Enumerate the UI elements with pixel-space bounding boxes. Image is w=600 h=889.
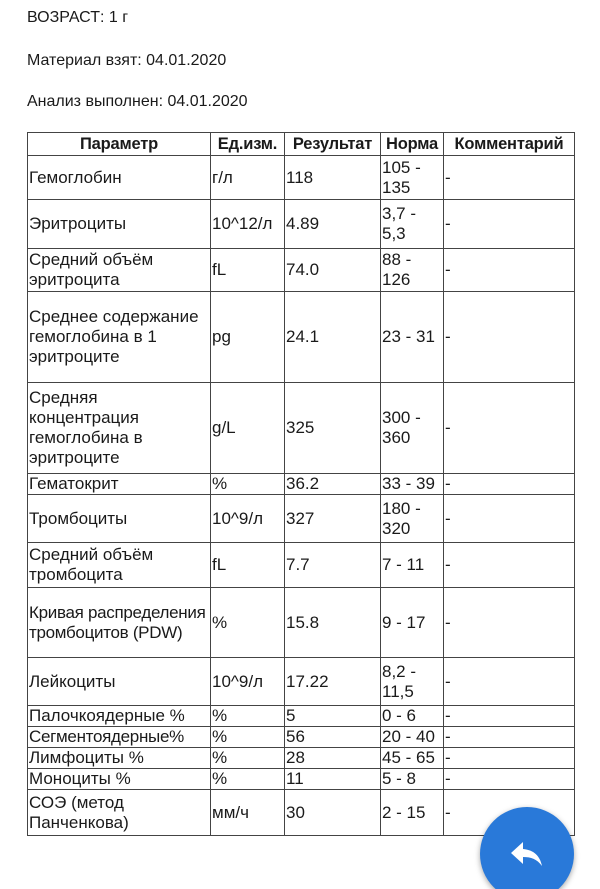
cell-unit: 10^9/л xyxy=(211,495,285,543)
cell-unit: 10^9/л xyxy=(211,658,285,706)
cell-result: 11 xyxy=(285,769,381,790)
cell-result: 24.1 xyxy=(285,292,381,383)
cell-norm: 23 - 31 xyxy=(381,292,444,383)
cell-param: Лимфоциты % xyxy=(28,748,211,769)
table-row xyxy=(28,474,575,495)
header-comment: Комментарий xyxy=(444,133,575,156)
cell-param: Сегментоядерные% xyxy=(28,727,211,748)
cell-result: 74.0 xyxy=(285,249,381,292)
table-row xyxy=(28,495,575,543)
cell-unit: 10^12/л xyxy=(211,200,285,249)
cell-unit: мм/ч xyxy=(211,790,285,836)
cell-result: 36.2 xyxy=(285,474,381,495)
cell-result: 325 xyxy=(285,383,381,474)
cell-comment: - xyxy=(444,769,575,790)
cell-result: 17.22 xyxy=(285,658,381,706)
cell-result: 30 xyxy=(285,790,381,836)
table-row xyxy=(28,292,575,383)
cell-param: Кривая распределения тромбоцитов (PDW) xyxy=(28,588,211,658)
cell-unit: g/L xyxy=(211,383,285,474)
cell-comment: - xyxy=(444,292,575,383)
cell-norm: 8,2 - 11,5 xyxy=(381,658,444,706)
cell-norm: 7 - 11 xyxy=(381,543,444,588)
cell-comment: - xyxy=(444,200,575,249)
cell-param: Моноциты % xyxy=(28,769,211,790)
cell-norm: 5 - 8 xyxy=(381,769,444,790)
reply-icon xyxy=(510,840,544,868)
cell-param: Среднее содержание гемоглобина в 1 эритроците xyxy=(28,292,211,383)
cell-norm: 33 - 39 xyxy=(381,474,444,495)
cell-comment: - xyxy=(444,588,575,658)
header-result: Результат xyxy=(285,133,381,156)
header-unit: Ед.изм. xyxy=(211,133,285,156)
table-row xyxy=(28,383,575,474)
cell-param: Тромбоциты xyxy=(28,495,211,543)
cell-param: Средний объём эритроцита xyxy=(28,249,211,292)
cell-result: 7.7 xyxy=(285,543,381,588)
cell-unit: г/л xyxy=(211,156,285,200)
table-row xyxy=(28,543,575,588)
cell-param: Гемоглобин xyxy=(28,156,211,200)
cell-norm: 2 - 15 xyxy=(381,790,444,836)
cell-comment: - xyxy=(444,249,575,292)
cell-comment: - xyxy=(444,727,575,748)
cell-norm: 9 - 17 xyxy=(381,588,444,658)
cell-param: СОЭ (метод Панченкова) xyxy=(28,790,211,836)
table-row xyxy=(28,249,575,292)
cell-comment: - xyxy=(444,495,575,543)
cell-result: 28 xyxy=(285,748,381,769)
cell-result: 56 xyxy=(285,727,381,748)
cell-norm: 88 - 126 xyxy=(381,249,444,292)
cell-unit: fL xyxy=(211,543,285,588)
cell-comment: - xyxy=(444,543,575,588)
cell-unit: % xyxy=(211,748,285,769)
cell-result: 15.8 xyxy=(285,588,381,658)
cell-comment: - xyxy=(444,706,575,727)
cell-comment: - xyxy=(444,748,575,769)
cell-unit: pg xyxy=(211,292,285,383)
analysis-done-label: Анализ выполнен: 04.01.2020 xyxy=(27,93,248,110)
cell-unit: % xyxy=(211,588,285,658)
cell-result: 118 xyxy=(285,156,381,200)
cell-comment: - xyxy=(444,790,575,836)
cell-norm: 180 - 320 xyxy=(381,495,444,543)
table-row xyxy=(28,156,575,200)
cell-comment: - xyxy=(444,658,575,706)
cell-result: 5 xyxy=(285,706,381,727)
cell-norm: 3,7 - 5,3 xyxy=(381,200,444,249)
cell-unit: % xyxy=(211,769,285,790)
cell-param: Гематокрит xyxy=(28,474,211,495)
table-row xyxy=(28,658,575,706)
table-row xyxy=(28,588,575,658)
cell-result: 4.89 xyxy=(285,200,381,249)
cell-comment: - xyxy=(444,156,575,200)
cell-norm: 300 - 360 xyxy=(381,383,444,474)
cell-norm: 0 - 6 xyxy=(381,706,444,727)
cell-param: Средняя концентрация гемоглобина в эритроците xyxy=(28,383,211,474)
table-row xyxy=(28,727,575,748)
cell-param: Эритроциты xyxy=(28,200,211,249)
header-norm: Норма xyxy=(381,133,444,156)
cell-unit: % xyxy=(211,706,285,727)
cell-norm: 105 - 135 xyxy=(381,156,444,200)
age-label: ВОЗРАСТ: 1 г xyxy=(27,9,129,26)
cell-unit: % xyxy=(211,474,285,495)
material-taken-label: Материал взят: 04.01.2020 xyxy=(27,52,227,69)
table-row xyxy=(28,769,575,790)
cell-comment: - xyxy=(444,474,575,495)
table-header-row xyxy=(28,133,575,156)
cell-result: 327 xyxy=(285,495,381,543)
table-row xyxy=(28,748,575,769)
cell-param: Палочкоядерные % xyxy=(28,706,211,727)
cell-unit: % xyxy=(211,727,285,748)
cell-comment: - xyxy=(444,383,575,474)
cell-unit: fL xyxy=(211,249,285,292)
table-row xyxy=(28,706,575,727)
cell-norm: 20 - 40 xyxy=(381,727,444,748)
cell-param: Лейкоциты xyxy=(28,658,211,706)
table-row xyxy=(28,200,575,249)
results-table xyxy=(27,132,575,836)
cell-norm: 45 - 65 xyxy=(381,748,444,769)
cell-param: Средний объём тромбоцита xyxy=(28,543,211,588)
header-param: Параметр xyxy=(28,133,211,156)
